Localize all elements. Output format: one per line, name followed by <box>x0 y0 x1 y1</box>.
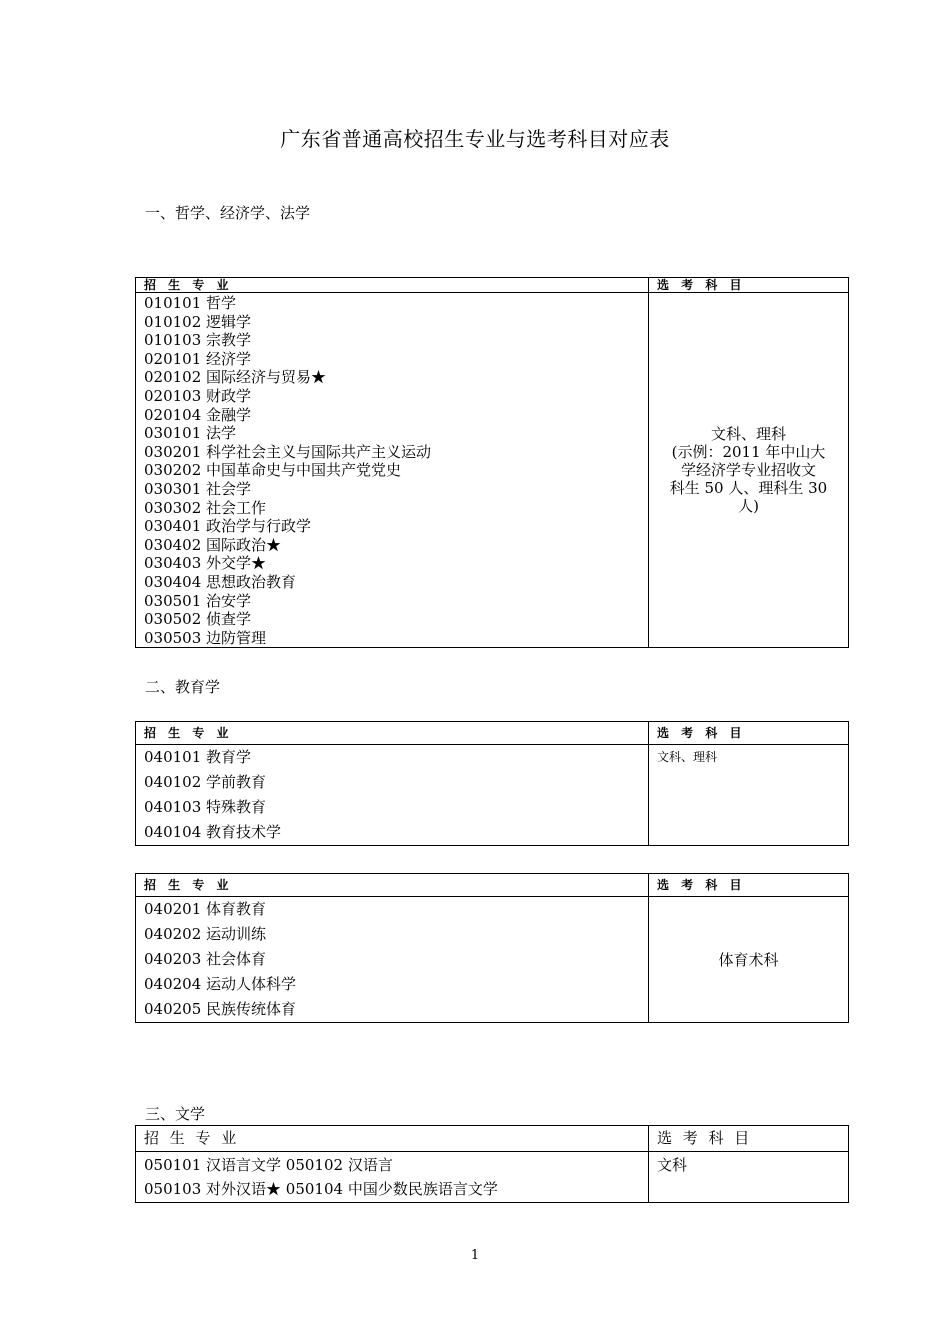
list-item: 040203 社会体育 <box>144 950 267 968</box>
list-item: 050101 汉语言文学 050102 汉语言 <box>144 1156 393 1174</box>
header-major: 招 生 专 业 <box>136 722 649 745</box>
list-item: 030403 外交学★ <box>144 554 267 573</box>
majors-table-education <box>135 721 849 846</box>
list-item: 050103 对外汉语★ 050104 中国少数民族语言文学 <box>144 1180 498 1198</box>
majors-list <box>136 1152 649 1203</box>
list-item: 030502 侦查学 <box>144 610 252 629</box>
header-major: 招 生 专 业 <box>136 874 649 897</box>
subject-cell: 体育术科 <box>649 897 849 1023</box>
subject-line: 文科、理科 <box>710 425 786 444</box>
list-item: 010103 宗教学 <box>144 331 252 350</box>
list-item: 030404 思想政治教育 <box>144 572 297 591</box>
majors-table-literature <box>135 1125 849 1203</box>
list-item: 030401 政治学与行政学 <box>144 517 312 536</box>
subject-cell: 文科 <box>649 1152 849 1203</box>
list-item: 040101 教育学 <box>144 748 252 766</box>
list-item: 030301 社会学 <box>144 479 252 498</box>
subject-line: (示例：2011 年中山大 <box>671 443 826 462</box>
list-item: 030501 治安学 <box>144 591 252 610</box>
list-item: 030402 国际政治★ <box>144 535 282 554</box>
list-item: 010102 逻辑学 <box>144 312 252 331</box>
list-item: 010101 哲学 <box>144 294 237 312</box>
list-item: 040103 特殊教育 <box>144 798 267 816</box>
list-item: 030201 科学社会主义与国际共产主义运动 <box>144 442 432 461</box>
list-item: 040104 教育技术学 <box>144 823 282 841</box>
section-heading-education: 二、教育学 <box>145 678 221 696</box>
subject-line: 学经济学专业招收文 <box>680 461 816 480</box>
list-item: 040205 民族传统体育 <box>144 1000 297 1018</box>
list-item: 030101 法学 <box>144 424 237 443</box>
subject-cell: 文科、理科 <box>649 745 849 846</box>
header-subject: 选 考 科 目 <box>649 874 849 897</box>
page-number: 1 <box>470 1248 480 1263</box>
subject-line: 人) <box>738 497 759 516</box>
list-item: 030302 社会工作 <box>144 498 267 517</box>
header-major: 招 生 专 业 <box>136 278 649 293</box>
list-item: 020102 国际经济与贸易★ <box>144 368 327 387</box>
header-subject: 选 考 科 目 <box>649 1126 849 1152</box>
list-item: 030503 边防管理 <box>144 628 267 647</box>
list-item: 020103 财政学 <box>144 386 252 405</box>
header-subject: 选 考 科 目 <box>649 722 849 745</box>
majors-list <box>136 293 649 648</box>
majors-list <box>136 745 649 846</box>
subject-line: 科生 50 人、理科生 30 <box>669 479 828 498</box>
majors-list <box>136 897 649 1023</box>
page-title: 广东省普通高校招生专业与选考科目对应表 <box>280 127 670 151</box>
section-heading-philosophy-economics-law: 一、哲学、经济学、法学 <box>145 204 311 222</box>
majors-table-physical-education <box>135 873 849 1023</box>
list-item: 030202 中国革命史与中国共产党党史 <box>144 461 402 480</box>
header-subject: 选 考 科 目 <box>649 278 849 293</box>
list-item: 040201 体育教育 <box>144 900 267 918</box>
list-item: 040202 运动训练 <box>144 925 267 943</box>
subject-cell <box>649 293 849 648</box>
list-item: 020104 金融学 <box>144 405 252 424</box>
list-item: 020101 经济学 <box>144 349 252 368</box>
section-heading-literature: 三、文学 <box>145 1105 206 1123</box>
list-item: 040102 学前教育 <box>144 773 267 791</box>
list-item: 040204 运动人体科学 <box>144 975 297 993</box>
header-major: 招 生 专 业 <box>136 1126 649 1152</box>
majors-table-philosophy-economics-law <box>135 277 849 648</box>
